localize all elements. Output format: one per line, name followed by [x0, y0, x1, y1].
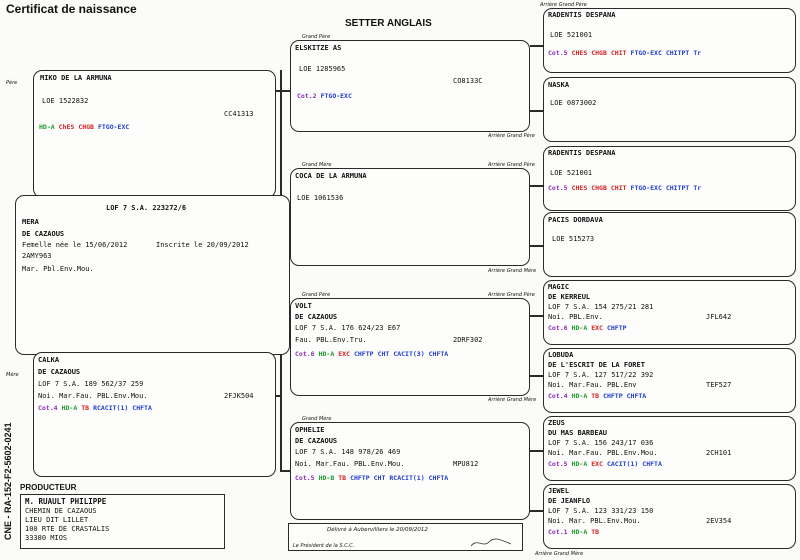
subject-box	[15, 195, 290, 355]
label-agm-1: Arrière Grand Mère	[488, 268, 537, 274]
qualification-tag: Cot.6	[295, 350, 315, 358]
label-agm-2: Arrière Grand Mère	[488, 397, 537, 403]
agp1-name: RADENTIS DESPANA	[548, 11, 616, 19]
subject-birth: Femelle née le 15/06/2012	[22, 241, 128, 249]
qualification-tag: FTGO-EXC	[97, 123, 130, 131]
agp4-quals	[548, 460, 666, 468]
dam-id: 2FJK504	[224, 392, 254, 400]
agm4-box	[543, 484, 796, 549]
qualification-tag: HD-A	[39, 123, 55, 131]
agm1-box	[543, 77, 796, 142]
gp2-id: 2DRF302	[453, 336, 483, 344]
qualification-tag: CHGB	[591, 184, 607, 192]
qualification-tag: CHFTP	[353, 350, 374, 358]
sire-id: CC41313	[224, 110, 254, 118]
producteur-line4: 33380 MIOS	[25, 534, 68, 542]
gm2-name: OPHELIE	[295, 426, 325, 434]
qualification-tag: CHIT	[610, 49, 627, 57]
gp1-quals	[297, 92, 356, 100]
agm3-name: LOBUDA	[548, 351, 574, 359]
connector	[530, 450, 544, 452]
qualification-tag: EXC	[591, 324, 603, 332]
agm4-id: 2EV354	[706, 517, 732, 525]
subject-color: Mar. Pbl.Env.Mou.	[22, 265, 94, 273]
gm2-quals	[295, 474, 452, 482]
connector	[530, 110, 544, 112]
signature-scribble	[469, 536, 514, 550]
label-pere: Père	[6, 80, 18, 86]
agm3-kennel: DE L'ESCRIT DE LA FORET	[548, 361, 645, 369]
agp4-reg: LOF 7 S.A. 156 243/17 036	[548, 439, 654, 447]
qualification-tag: CHT	[377, 350, 390, 358]
qualification-tag: CHFTP	[606, 324, 627, 332]
subject-chip: 2AMY963	[22, 252, 52, 260]
qualification-tag: CHGB	[78, 123, 94, 131]
sire-box	[33, 70, 276, 198]
qualification-tag: FTGO-EXC	[320, 92, 352, 100]
qualification-tag: CHFTP	[603, 392, 623, 400]
subject-lof: LOF 7 S.A. 223272/6	[106, 204, 187, 212]
gp2-kennel: DE CAZAOUS	[295, 313, 338, 321]
qualification-tag: CHES	[571, 49, 588, 57]
qualification-tag: HD-B	[318, 474, 335, 482]
agp3-name: MAGIC	[548, 283, 570, 291]
qualification-tag: Cot.1	[548, 528, 568, 536]
agm2-name: PACIS DORDAVA	[548, 216, 603, 224]
qualification-tag: CHFTA	[626, 392, 647, 400]
agm3-quals	[548, 392, 650, 400]
qualification-tag: TB	[591, 528, 600, 536]
agp2-box	[543, 146, 796, 211]
qualification-tag: FTGO-EXC	[630, 184, 662, 192]
producteur-line2: LIEU DIT LILLET	[25, 516, 89, 524]
agp3-id: JFL642	[706, 313, 732, 321]
agm3-color: Noi. Mar.Fau. PBL.Env	[548, 381, 637, 389]
agp1-box	[543, 8, 796, 73]
producteur-line1: CHEMIN DE CAZAOUS	[25, 507, 97, 515]
qualification-tag: TB	[591, 392, 600, 400]
qualification-tag: CACIT(3)	[393, 350, 425, 358]
label-grand-mere-1: Grand Mère	[302, 162, 332, 168]
agm4-quals	[548, 528, 603, 536]
agm3-box	[543, 348, 796, 413]
label-agp-3: Arrière Grand Père	[488, 292, 535, 298]
gp2-box	[290, 298, 530, 396]
producteur-label: PRODUCTEUR	[20, 483, 77, 492]
qualification-tag: Tr	[693, 184, 702, 192]
agp2-quals	[548, 184, 705, 192]
agp4-kennel: DU MAS BARBEAU	[548, 429, 608, 437]
agp3-reg: LOF 7 S.A. 154 275/21 281	[548, 303, 654, 311]
qualification-tag: HD-A	[61, 404, 78, 412]
gp1-box	[290, 40, 530, 132]
side-code: CNE - RA-152-F2-5602-0241	[3, 422, 13, 540]
gp1-id: CO8133C	[453, 77, 483, 85]
qualification-tag: CHFTP	[350, 474, 370, 482]
qualification-tag: FTGO-EXC	[630, 49, 662, 57]
agm2-box	[543, 212, 796, 277]
qualification-tag: TB	[81, 404, 90, 412]
dam-quals	[38, 404, 156, 412]
dam-kennel: DE CAZAOUS	[38, 368, 81, 376]
label-agp-4: Arrière Grand Père	[540, 2, 587, 8]
breed-title: SETTER ANGLAIS	[345, 18, 432, 29]
dam-reg: LOF 7 S.A. 189 562/37 259	[38, 380, 144, 388]
gm2-kennel: DE CAZAOUS	[295, 437, 338, 445]
label-grand-pere-1: Grand Père	[302, 34, 331, 40]
qualification-tag: CACIT(1)	[606, 460, 639, 468]
qualification-tag: CHITPT	[665, 184, 690, 192]
dam-box	[33, 352, 276, 477]
qualification-tag: HD-A	[571, 528, 588, 536]
label-grand-mere-2: Grand Mère	[302, 416, 332, 422]
dam-name: CALKA	[38, 356, 60, 364]
connector	[530, 185, 544, 187]
qualification-tag: Cot.4	[38, 404, 58, 412]
qualification-tag: CHGB	[591, 49, 607, 57]
qualification-tag: CHIT	[610, 184, 627, 192]
gm2-reg: LOF 7 S.A. 148 978/26 469	[295, 448, 401, 456]
agp2-name: RADENTIS DESPANA	[548, 149, 616, 157]
qualification-tag: HD-A	[571, 324, 588, 332]
qualification-tag: Tr	[693, 49, 702, 57]
qualification-tag: CHITPT	[665, 49, 690, 57]
qualification-tag: Cot.5	[548, 460, 568, 468]
gp2-quals	[295, 350, 452, 358]
qualification-tag: Cot.2	[297, 92, 317, 100]
agp4-box	[543, 416, 796, 481]
sire-reg: LOE 1522832	[42, 97, 89, 105]
qualification-tag: Cot.5	[295, 474, 315, 482]
agm1-reg: LOE 0873002	[550, 99, 597, 107]
qualification-tag: Cot.4	[548, 392, 568, 400]
label-mere: Mère	[6, 372, 19, 378]
connector	[530, 315, 544, 317]
agm4-kennel: DE JEANFLO	[548, 497, 591, 505]
connector	[530, 45, 544, 47]
agp3-box	[543, 280, 796, 345]
label-agp-2: Arrière Grand Père	[488, 162, 535, 168]
agp3-quals	[548, 324, 631, 332]
qualification-tag: Cot.6	[548, 324, 568, 332]
qualification-tag: Cot.5	[548, 184, 568, 192]
qualification-tag: CHFTA	[132, 404, 152, 412]
gp2-name: VOLT	[295, 302, 312, 310]
gm1-box	[290, 168, 530, 266]
delivery-text: Délivré à Aubervilliers le 20/09/2012	[327, 527, 428, 533]
qualification-tag: CHFTA	[428, 474, 449, 482]
producteur-box	[20, 494, 225, 549]
qualification-tag: TB	[338, 474, 347, 482]
agm3-id: TEF527	[706, 381, 732, 389]
subject-kennel: DE CAZAOUS	[22, 230, 65, 238]
gp2-color: Fau. PBL.Env.Tru.	[295, 336, 367, 344]
qualification-tag: CHT	[373, 474, 386, 482]
agm4-name: JEWEL	[548, 487, 570, 495]
qualification-tag: Cot.5	[548, 49, 568, 57]
delivery-box	[288, 523, 523, 551]
subject-name: MERA	[22, 218, 39, 226]
qualification-tag: HD-A	[571, 460, 588, 468]
gm1-reg: LOE 1061536	[297, 194, 344, 202]
agp1-reg: LOE 521001	[550, 31, 593, 39]
sire-name: MIKO DE LA ARMUNA	[40, 74, 112, 82]
dam-color: Noi. Mar.Fau. PBL.Env.Mou.	[38, 392, 148, 400]
connector	[530, 245, 544, 247]
gm2-id: MPU812	[453, 460, 479, 468]
gm1-name: COCA DE LA ARMUNA	[295, 172, 367, 180]
agm1-name: NASKA	[548, 81, 570, 89]
label-grand-pere-2: Grand Père	[302, 292, 331, 298]
label-agp-1: Arrière Grand Père	[488, 133, 535, 139]
agp4-name: ZEUS	[548, 419, 565, 427]
qualification-tag: RCACIT(1)	[389, 474, 425, 482]
producteur-name: M. RUAULT PHILIPPE	[25, 497, 107, 506]
agp4-id: 2CH101	[706, 449, 732, 457]
producteur-line3: 100 RTE DE CRASTALIS	[25, 525, 110, 533]
agm2-reg: LOE 515273	[552, 235, 595, 243]
qualification-tag: CHFTA	[642, 460, 662, 468]
qualification-tag: CHES	[571, 184, 588, 192]
qualification-tag: RCACIT(1)	[93, 404, 129, 412]
qualification-tag: ChES	[58, 123, 75, 131]
subject-registered: Inscrite le 20/09/2012	[156, 241, 249, 249]
qualification-tag: HD-A	[318, 350, 335, 358]
agm3-reg: LOF 7 S.A. 127 517/22 392	[548, 371, 654, 379]
agp2-reg: LOE 521001	[550, 169, 593, 177]
agp4-color: Noi. Mar.Fau. PBL.Env.Mou.	[548, 449, 658, 457]
connector	[280, 70, 282, 210]
qualification-tag: EXC	[338, 350, 350, 358]
agp3-color: Noi. PBL.Env.	[548, 313, 603, 321]
signature-note: Le Président de la S.C.C.	[293, 543, 355, 549]
gm2-color: Noi. Mar.Fau. PBL.Env.Mou.	[295, 460, 405, 468]
agm4-reg: LOF 7 S.A. 123 331/23 150	[548, 507, 654, 515]
gp1-name: ELSKITZE AS	[295, 44, 342, 52]
connector	[530, 375, 544, 377]
qualification-tag: EXC	[591, 460, 603, 468]
gp2-reg: LOF 7 S.A. 176 624/23 E67	[295, 324, 401, 332]
page-title: Certificat de naissance	[6, 2, 137, 16]
agm4-color: Noi. Mar. PBL.Env.Mou.	[548, 517, 641, 525]
agp1-quals	[548, 49, 705, 57]
sire-quals	[39, 123, 133, 131]
label-agm-4: Arrière Grand Mère	[535, 551, 584, 557]
qualification-tag: CHFTA	[428, 350, 449, 358]
gp1-reg: LOE 1285965	[299, 65, 346, 73]
connector	[530, 510, 544, 512]
gm2-box	[290, 422, 530, 520]
agp3-kennel: DE KERREUL	[548, 293, 591, 301]
qualification-tag: HD-A	[571, 392, 588, 400]
